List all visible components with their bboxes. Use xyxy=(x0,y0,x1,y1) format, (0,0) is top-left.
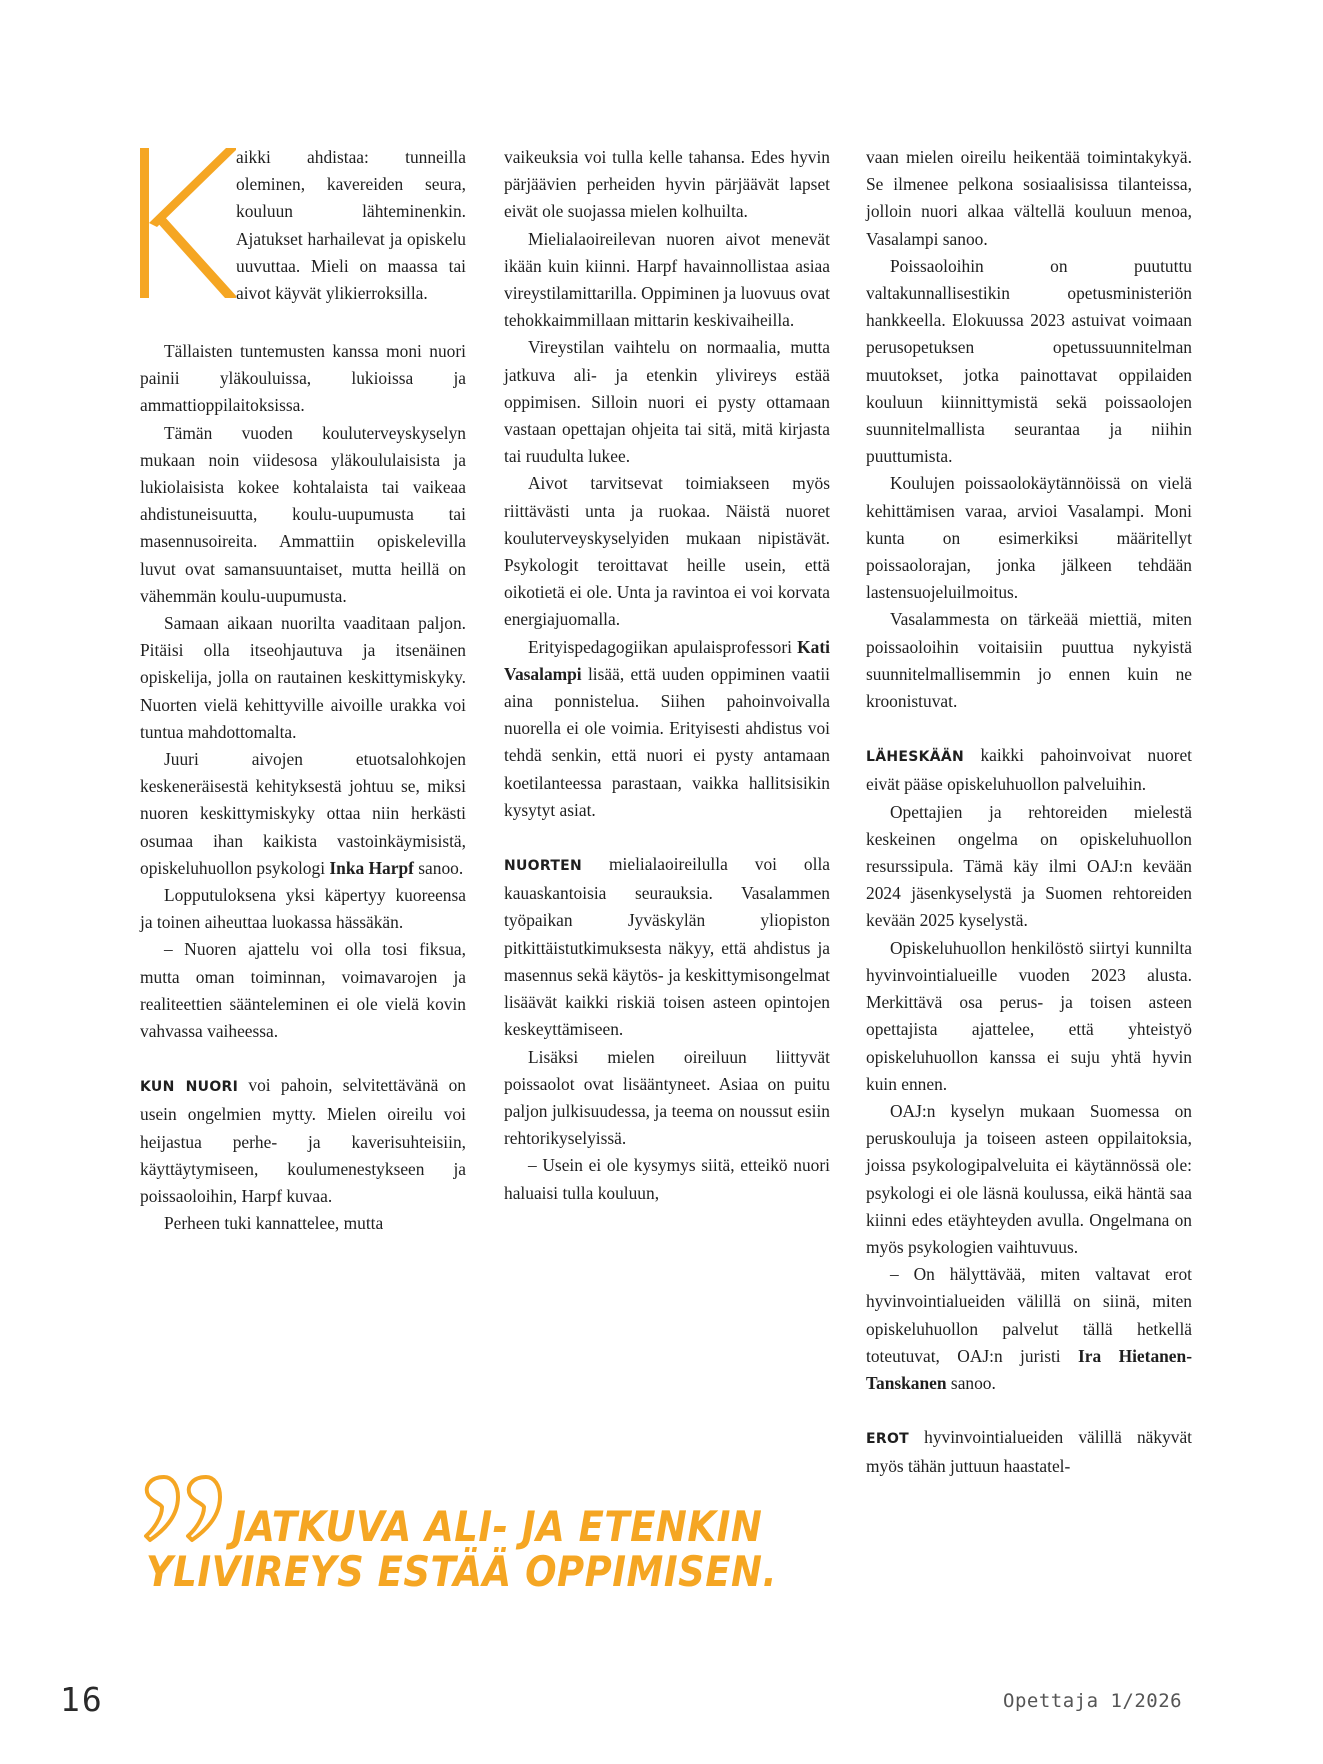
paragraph: Vasalammesta on tärkeää miettiä, miten poissaoloihin voitaisiin puuttua nykyistä suunnitelmallisemmin jo ennen kuin ne kroonistuvat. xyxy=(866,609,1192,712)
paragraph: Perheen tuki kannattelee, mutta xyxy=(164,1213,384,1234)
section-lead: LÄHESKÄÄN xyxy=(866,749,965,766)
paragraph: – Usein ei ole kysymys siitä, etteikö nuori haluaisi tulla kouluun, xyxy=(504,1155,830,1203)
article-column-2 xyxy=(504,144,830,1207)
dropcap-k-icon xyxy=(140,148,236,338)
paragraph: Samaan aikaan nuorilta vaaditaan paljon. Pitäisi olla itseohjautuva ja itsenäinen opiskelija, jolla on rautainen keskittymiskyky. Nuorten vielä kehittyville aivoille urakka voi tuntua mahdottomalta. xyxy=(140,613,466,742)
paragraph: OAJ:n kyselyn mukaan Suomessa on peruskouluja ja toiseen asteen oppilaitoksia, joissa psykologipalveluita ei käytännössä ole: psykologi ei ole läsnä koulussa, eikä häntä saa kiinni edes etäyhteyden avulla. Ongelmana on myös psykologien vaihtuvuus. xyxy=(866,1100,1192,1257)
text: – On hälyttävää, miten valtavat erot hyvinvointialueiden välillä on siinä, miten opiskeluhuollon palvelut tällä hetkellä toteutuvat, OAJ:n juristi xyxy=(866,1264,1192,1366)
text: voi pahoin, selvitettävänä on usein ongelmien mytty. Mielen oireilu voi heijastua perhe- ja kaverisuhteisiin, käyttäytymiseen, koulumenestykseen ja poissaoloihin, Harpf kuvaa. xyxy=(140,1075,466,1207)
paragraph: Tämän vuoden kouluterveyskyselyn mukaan noin viidesosa yläkoululaisista ja lukiolaisista kokee kohtalaista tai vaikeaa ahdistuneisuutta, koulu-uupumusta tai masennusoireita. Ammattiin opiskelevilla luvut ovat samansuuntaiset, mutta heillä on vähemmän koulu-uupumusta. xyxy=(140,422,466,606)
pull-quote-line-1: JATKUVA ALI- JA ETENKIN xyxy=(232,1503,763,1552)
paragraph: vaan mielen oireilu heikentää toimintakykyä. Se ilmenee pelkona sosiaalisissa tilanteissa, jolloin nuori alkaa vältellä kouluun menoa, Vasalampi sanoo. xyxy=(866,147,1192,249)
section-lead: NUORTEN xyxy=(504,858,583,875)
text: Erityispedagogiikan apulaisprofessori xyxy=(528,636,798,657)
person-name: Ira Hietanen-Tanskanen xyxy=(866,1345,1192,1393)
paragraph: vaikeuksia voi tulla kelle tahansa. Edes hyvin pärjäävien perheiden hyvin pärjäävät lapset eivät ole suojassa mielen kolhuilta. xyxy=(504,147,830,222)
text: sanoo. xyxy=(946,1372,996,1393)
paragraph: Lopputuloksena yksi käpertyy kuoreensa ja toinen aiheuttaa luokassa hässäkän. xyxy=(140,885,466,933)
paragraph: Poissaoloihin on puututtu valtakunnallisestikin opetusministeriön hankkeella. Elokuussa 2023 astuivat voimaan perusopetuksen opetussuunnitelman muutokset, jotka painottavat oppilaiden kouluun kiinnittymistä sekä poissaolojen suunnitelmallista seurantaa ja niihin puuttumista. xyxy=(866,255,1192,467)
paragraph xyxy=(140,1072,466,1210)
section-lead: EROT xyxy=(866,1431,909,1448)
text: mielialaoireilulla voi olla kauaskantoisia seurauksia. Vasalammen työpaikan Jyväskylän yliopiston pitkittäistutkimuksesta näkyy, että ahdistus ja masennus sekä käytös- ja keskittymisongelmat lisäävät kaikki riskiä toisen asteen opintojen keskeyttämiseen. xyxy=(504,854,830,1040)
paragraph: – Nuoren ajattelu voi olla tosi fiksua, mutta oman toiminnan, voimavarojen ja realiteettien säänteleminen ei ole vielä kovin vahvassa vaiheessa. xyxy=(140,939,466,1042)
paragraph: Tällaisten tuntemusten kanssa moni nuori painii yläkouluissa, lukioissa ja ammattioppilaitoksissa. xyxy=(140,341,466,416)
person-name: Kati Vasalampi xyxy=(504,636,830,684)
paragraph: Mielialaoireilevan nuoren aivot menevät ikään kuin kiinni. Harpf havainnollistaa asiaa vireystilamittarilla. Oppiminen ja luovuus ovat tehokkaimmillaan mittarin keskivaiheilla. xyxy=(504,228,831,331)
paragraph xyxy=(504,851,830,1043)
article-column-1 xyxy=(140,144,466,1238)
paragraph: Lisäksi mielen oireiluun liittyvät poissaolot ovat lisääntyneet. Asiaa on puitu paljon julkisuudessa, ja teema on noussut esiin rehtorikyselyissä. xyxy=(504,1046,830,1149)
paragraph xyxy=(140,746,466,882)
pull-quote-line-2: YLIVIREYS ESTÄÄ OPPIMISEN. xyxy=(146,1548,778,1597)
section-lead: KUN NUORI xyxy=(140,1079,239,1096)
person-name: Inka Harpf xyxy=(329,857,414,878)
paragraph: Aivot tarvitsevat toimiakseen myös riittävästi unta ja ruokaa. Näistä nuoret kouluterveyskyselyiden mukaan nipistävät. Psykologit teroittavat heille usein, että oikotietä ei ole. Unta ja ravintoa ei voi korvata energiajuomalla. xyxy=(504,473,830,630)
paragraph: Opettajien ja rehtoreiden mielestä keskeinen ongelma on opiskeluhuollon resurssipula. Tämä käy ilmi OAJ:n kevään 2024 jäsenkyselystä ja Suomen rehtoreiden kevään 2025 kyselystä. xyxy=(866,801,1192,931)
quote-mark-icon xyxy=(140,1473,240,1543)
paragraph xyxy=(866,1261,1192,1397)
text: kaikki pahoinvoivat nuoret eivät pääse opiskeluhuollon palveluihin. xyxy=(866,745,1192,795)
text: sanoo. xyxy=(413,857,464,878)
paragraph: Koulujen poissaolokäytännöissä on vielä kehittämisen varaa, arvioi Vasalampi. Moni kunta on esimerkiksi määritellyt poissaolorajan, jonka jälkeen tehdään lastensuojeluilmoitus. xyxy=(866,473,1192,603)
text: hyvinvointialueiden välillä näkyvät myös tähän juttuun haastatel- xyxy=(866,1427,1192,1477)
text: lisää, että uuden oppiminen vaatii aina ponnistelua. Siihen pahoinvoivalla nuorella ei ole voimia. Erityisesti ahdistus voi tehdä senkin, että nuori ei pysty antamaan koetilanteessa parastaan, vaikka hallitsisikin kysytyt asiat. xyxy=(504,663,830,820)
page-number: 16 xyxy=(60,1680,104,1719)
paragraph: aikki ahdistaa: tunneilla oleminen, kavereiden seura, kouluun lähteminenkin. Ajatukset harhailevat ja opiskelu uuvuttaa. Mieli on maassa tai aivot käyvät ylikierroksilla. xyxy=(236,147,466,304)
pull-quote xyxy=(140,1473,820,1623)
magazine-issue: Opettaja 1/2026 xyxy=(1003,1690,1183,1712)
paragraph xyxy=(504,634,830,824)
paragraph xyxy=(866,1424,1192,1480)
paragraph xyxy=(866,742,1192,798)
paragraph: Vireystilan vaihtelu on normaalia, mutta jatkuva ali- ja etenkin ylivireys estää oppimisen. Silloin nuori ei pysty ottamaan vastaan opettajan ohjeita tai sitä, mitä kirjasta tai ruudulta lukee. xyxy=(504,337,830,467)
text: Juuri aivojen etuotsalohkojen keskeneräisestä kehityksestä johtuu se, miksi nuoren keskittymiskyky ottaa niin herkästi osumaa ihan kaikista vastoinkäymisistä, opiskeluhuollon psykologi xyxy=(140,749,466,878)
paragraph: Opiskeluhuollon henkilöstö siirtyi kunnilta hyvinvointialueille vuoden 2023 alusta. Merkittävä osa perus- ja toisen asteen opettajista ajattelee, että yhteistyö opiskeluhuollon kanssa ei suju yhtä hyvin kuin ennen. xyxy=(866,937,1192,1094)
article-column-3 xyxy=(866,144,1192,1481)
